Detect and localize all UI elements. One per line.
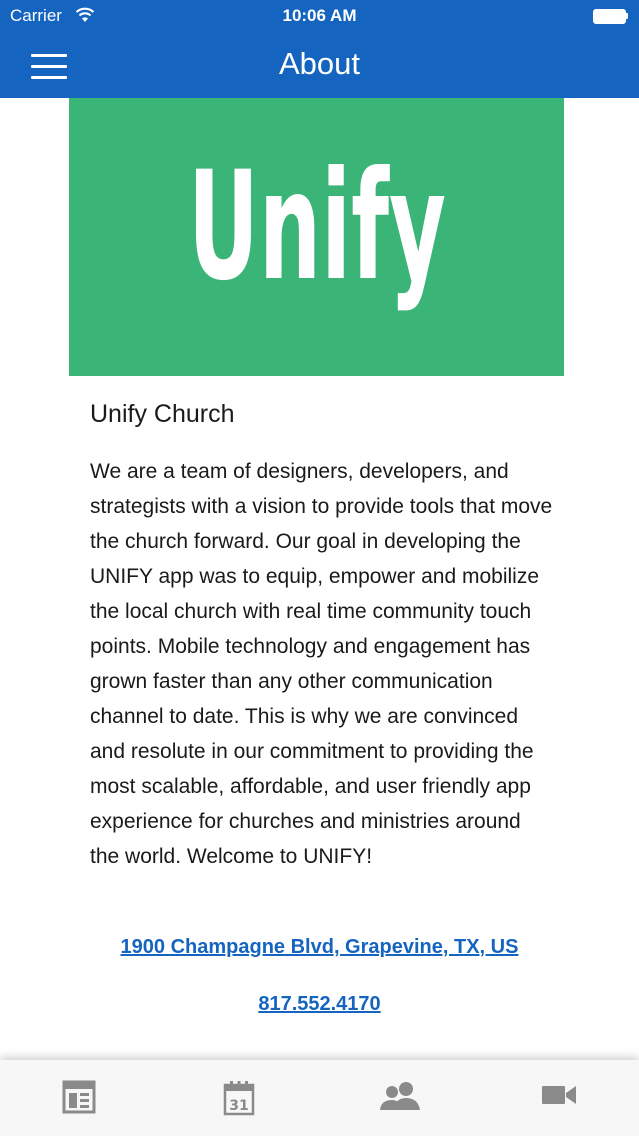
app-header xyxy=(0,0,639,98)
status-time: 10:06 AM xyxy=(282,6,357,25)
phone-link[interactable]: 817.552.4170 xyxy=(258,993,381,1015)
layout-icon xyxy=(62,1080,96,1114)
carrier-label: Carrier xyxy=(10,6,62,25)
tab-bar xyxy=(0,1060,639,1136)
logo-text: Unify xyxy=(188,140,446,314)
about-description: We are a team of designers, developers, and strategists with a vision to provide tools that move the church forward. Our goal in developing the UNIFY app was to equip, empower and mobilize the local church with real time community touch points. Mobile technology and engagement has grown faster than any other communication channel to date. This is why we are convinced and resolute in our commitment to providing the most scalable, affordable, and user friendly app experience for churches and ministries around the world. Welcome to UNIFY! xyxy=(90,460,553,868)
nav-bar xyxy=(0,32,639,98)
tab-people[interactable] xyxy=(378,1080,422,1116)
calendar-date: 31 xyxy=(229,1098,249,1114)
tab-video[interactable] xyxy=(540,1080,580,1116)
tab-calendar[interactable] xyxy=(222,1080,262,1116)
battery-icon xyxy=(593,9,629,24)
about-content xyxy=(90,396,555,874)
page-title: About xyxy=(278,46,360,81)
calendar-icon xyxy=(222,1080,256,1116)
unify-logo xyxy=(69,98,564,376)
status-bar xyxy=(0,0,639,32)
tab-layout[interactable] xyxy=(62,1080,102,1116)
video-camera-icon xyxy=(540,1080,578,1110)
address-link[interactable]: 1900 Champagne Blvd, Grapevine, TX, US xyxy=(120,936,519,958)
hero-banner xyxy=(69,98,564,376)
org-name: Unify Church xyxy=(90,400,235,428)
people-icon xyxy=(378,1080,422,1112)
